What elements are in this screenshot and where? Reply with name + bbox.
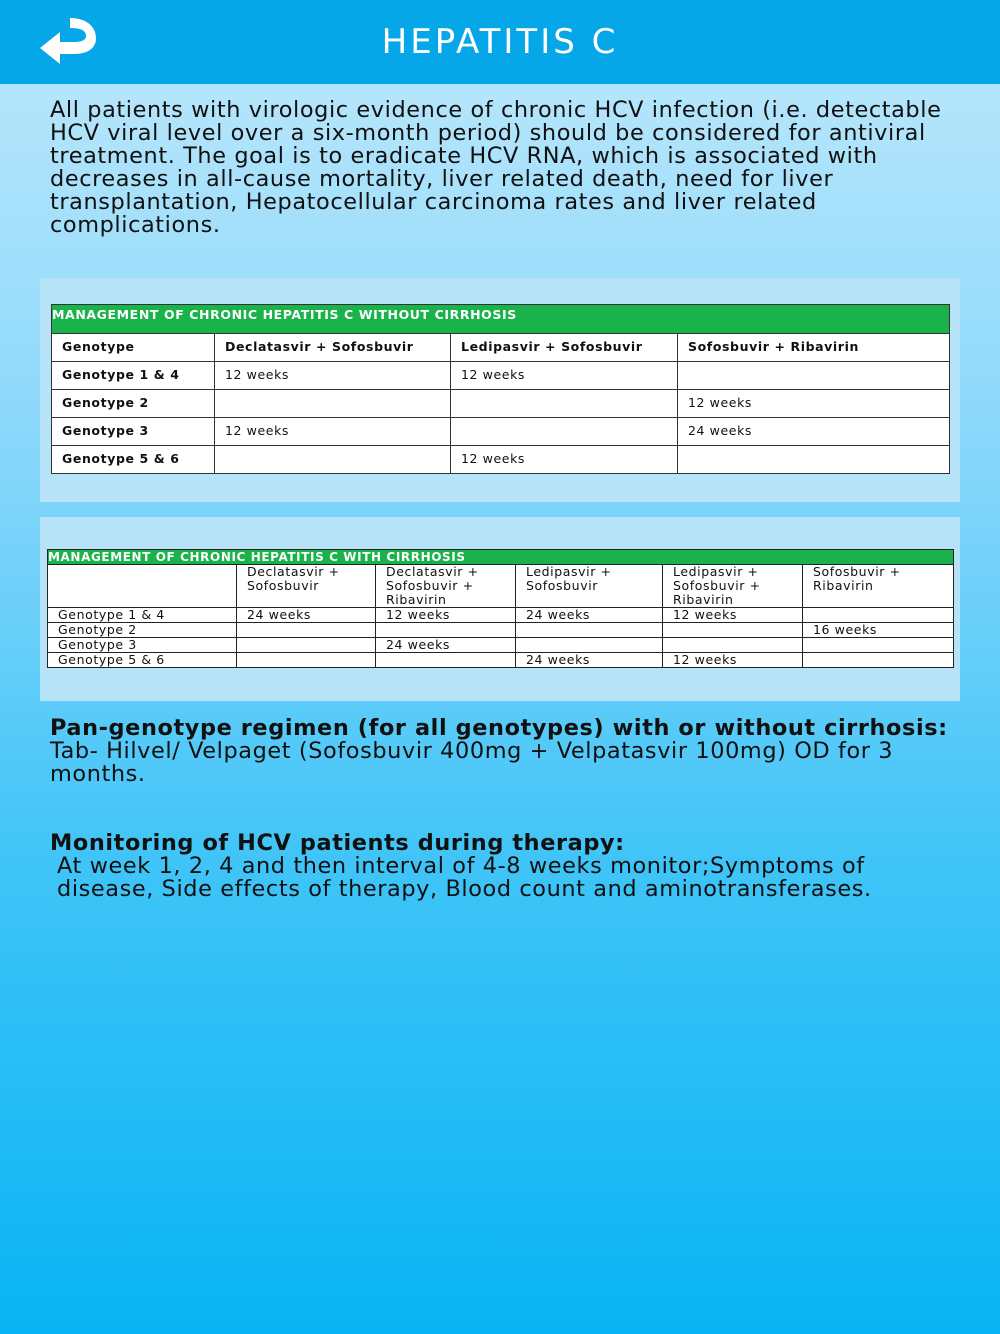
table-cell (215, 446, 451, 474)
table-cell (215, 390, 451, 418)
table-cell: 12 weeks (663, 608, 803, 623)
header-cell: Sofosbuvir + Ribavirin (678, 334, 950, 362)
table-cell: 12 weeks (451, 446, 678, 474)
table-cell: 12 weeks (215, 418, 451, 446)
table-row (52, 390, 950, 418)
table-cell (663, 623, 803, 638)
table-panel-with-cirrhosis (40, 517, 960, 701)
table-cell: 12 weeks (215, 362, 451, 390)
table-row (52, 446, 950, 474)
table-cell (663, 638, 803, 653)
table-cell (803, 608, 954, 623)
header-cell: Declatasvir + Sofosbuvir (237, 565, 376, 608)
table-cell: 24 weeks (516, 653, 663, 668)
header-cell: Ledipasvir + Sofosbuvir + Ribavirin (663, 565, 803, 608)
table-row (52, 362, 950, 390)
genotype-cell: Genotype 2 (52, 390, 215, 418)
table-row (48, 653, 954, 668)
monitoring-body: At week 1, 2, 4 and then interval of 4-8 weeks monitor;Symptoms of disease, Side effects of therapy, Blood count and aminotransferases. (57, 853, 872, 902)
table-row (48, 638, 954, 653)
table-without-cirrhosis (51, 304, 950, 474)
table-caption: MANAGEMENT OF CHRONIC HEPATITIS C WITH CIRRHOSIS (48, 550, 954, 565)
table-with-cirrhosis (47, 549, 954, 668)
header-cell: Ledipasvir + Sofosbuvir (451, 334, 678, 362)
header-cell: Declatasvir + Sofosbuvir (215, 334, 451, 362)
header-cell: Declatasvir + Sofosbuvir + Ribavirin (376, 565, 516, 608)
table-header-row (52, 334, 950, 362)
table-row (48, 623, 954, 638)
genotype-cell: Genotype 1 & 4 (48, 608, 237, 623)
pan-genotype-body: Tab- Hilvel/ Velpaget (Sofosbuvir 400mg + Velpatasvir 100mg) OD for 3 months. (50, 738, 894, 787)
table-cell (451, 390, 678, 418)
header-cell: Genotype (52, 334, 215, 362)
table-cell (237, 638, 376, 653)
table-cell: 24 weeks (237, 608, 376, 623)
table-panel-without-cirrhosis (40, 278, 960, 502)
genotype-cell: Genotype 3 (48, 638, 237, 653)
table-row (52, 418, 950, 446)
table-cell: 12 weeks (678, 390, 950, 418)
table-cell (516, 623, 663, 638)
genotype-cell: Genotype 1 & 4 (52, 362, 215, 390)
table-cell: 24 weeks (376, 638, 516, 653)
table-cell (678, 362, 950, 390)
table-cell (678, 446, 950, 474)
intro-paragraph: All patients with virologic evidence of chronic HCV infection (i.e. detectable HCV viral level over a six-month period) should be considered for antiviral treatment. The goal is to eradicate HCV RNA, which is associated with decreases in all-cause mortality, liver related death, need for liver transplantation, Hepatocellular carcinoma rates and liver related complications. (50, 97, 942, 238)
header-cell (48, 565, 237, 608)
table-header-row (48, 565, 954, 608)
table-cell (451, 418, 678, 446)
header-cell: Sofosbuvir + Ribavirin (803, 565, 954, 608)
table-cell (803, 653, 954, 668)
table-cell (516, 638, 663, 653)
genotype-cell: Genotype 5 & 6 (48, 653, 237, 668)
table-cell: 12 weeks (663, 653, 803, 668)
table-cell (237, 623, 376, 638)
page-title: HEPATITIS C (381, 22, 619, 62)
header-cell: Ledipasvir + Sofosbuvir (516, 565, 663, 608)
table-cell (237, 653, 376, 668)
pan-genotype-heading: Pan-genotype regimen (for all genotypes) with or without cirrhosis: (50, 715, 948, 741)
table-cell (803, 638, 954, 653)
table-row (48, 608, 954, 623)
pan-genotype-section (50, 717, 950, 786)
table-caption: MANAGEMENT OF CHRONIC HEPATITIS C WITHOUT CIRRHOSIS (52, 305, 950, 334)
table-cell: 24 weeks (678, 418, 950, 446)
table-cell: 24 weeks (516, 608, 663, 623)
table-cell (376, 653, 516, 668)
table-cell: 12 weeks (451, 362, 678, 390)
app-header (0, 0, 1000, 84)
genotype-cell: Genotype 2 (48, 623, 237, 638)
genotype-cell: Genotype 5 & 6 (52, 446, 215, 474)
table-cell (376, 623, 516, 638)
genotype-cell: Genotype 3 (52, 418, 215, 446)
monitoring-heading: Monitoring of HCV patients during therapy: (50, 830, 625, 856)
monitoring-section (50, 832, 950, 901)
table-cell: 16 weeks (803, 623, 954, 638)
table-cell: 12 weeks (376, 608, 516, 623)
